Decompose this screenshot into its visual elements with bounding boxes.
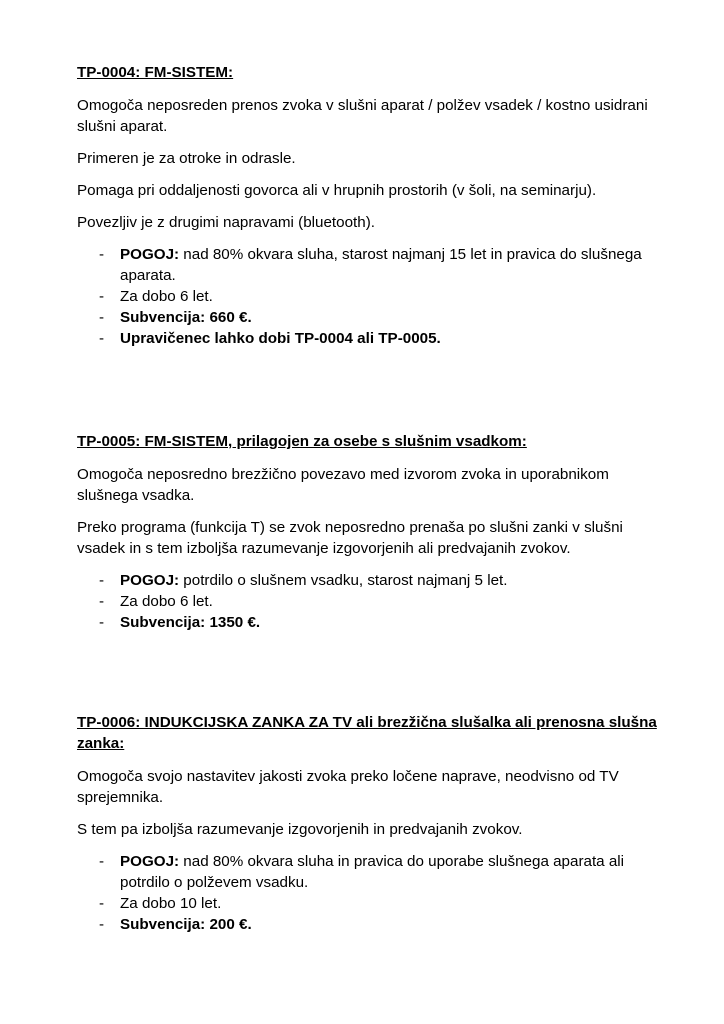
list-item-text: Za dobo 10 let. <box>120 895 222 912</box>
conditions-list <box>77 851 667 935</box>
list-item: - Za dobo 6 let. <box>99 593 213 610</box>
list-item-bold: POGOJ: <box>120 853 180 870</box>
paragraph: Pomaga pri oddaljenosti govorca ali v hrupnih prostorih (v šoli, na seminarju). <box>77 182 597 199</box>
list-item-bold: Subvencija: 1350 €. <box>120 614 261 631</box>
list-item: - POGOJ: nad 80% okvara sluha in pravica do uporabe slušnega aparata ali potrdilo o polževem vsadku. <box>99 853 625 891</box>
list-item-text: nad 80% okvara sluha in pravica do uporabe slušnega aparata ali potrdilo o polževem vsadku. <box>120 853 625 891</box>
list-item-bold: Subvencija: 660 €. <box>120 309 252 326</box>
list-item-text: nad 80% okvara sluha, starost najmanj 15 let in pravica do slušnega aparata. <box>120 246 642 284</box>
section-heading: TP-0006: INDUKCIJSKA ZANKA ZA TV ali brezžična slušalka ali prenosna slušna zanka: <box>77 714 657 752</box>
paragraph: Omogoča neposredno brezžično povezavo med izvorom zvoka in uporabnikom slušnega vsadka. <box>77 466 609 504</box>
list-item: - POGOJ: nad 80% okvara sluha, starost najmanj 15 let in pravica do slušnega aparata. <box>99 246 642 284</box>
list-item-text: potrdilo o slušnem vsadku, starost najmanj 5 let. <box>179 572 508 589</box>
paragraph: Omogoča neposreden prenos zvoka v slušni aparat / polžev vsadek / kostno usidrani slušni aparat. <box>77 97 648 135</box>
document-page <box>77 0 667 1024</box>
paragraph: Preko programa (funkcija T) se zvok neposredno prenaša po slušni zanki v slušni vsadek in s tem izboljša razumevanje izgovorjenih ali predvajanih zvokov. <box>77 519 623 557</box>
conditions-list <box>77 570 667 633</box>
list-item: - Za dobo 6 let. <box>99 288 213 305</box>
section-heading: TP-0005: FM-SISTEM, prilagojen za osebe s slušnim vsadkom: <box>77 433 527 450</box>
section-tp-0006 <box>77 712 667 935</box>
paragraph: Primeren je za otroke in odrasle. <box>77 150 296 167</box>
paragraph: Povezljiv je z drugimi napravami (bluetooth). <box>77 214 375 231</box>
list-item: - Za dobo 10 let. <box>99 895 222 912</box>
section-tp-0005 <box>77 431 667 633</box>
list-item-bold: Subvencija: 200 €. <box>120 916 252 933</box>
section-tp-0004 <box>77 62 667 349</box>
list-item-text: Za dobo 6 let. <box>120 593 213 610</box>
list-item-bold: POGOJ: <box>120 246 180 263</box>
list-item: - Subvencija: 200 €. <box>99 916 252 933</box>
conditions-list <box>77 244 667 349</box>
list-item: - Subvencija: 1350 €. <box>99 614 261 631</box>
paragraph: Omogoča svojo nastavitev jakosti zvoka preko ločene naprave, neodvisno od TV sprejemnika. <box>77 768 619 806</box>
section-heading: TP-0004: FM-SISTEM: <box>77 64 234 81</box>
list-item-bold: Upravičenec lahko dobi TP-0004 ali TP-0005. <box>120 330 441 347</box>
list-item: - Subvencija: 660 €. <box>99 309 252 326</box>
list-item: - Upravičenec lahko dobi TP-0004 ali TP-0005. <box>99 330 441 347</box>
list-item: - POGOJ: potrdilo o slušnem vsadku, starost najmanj 5 let. <box>99 572 508 589</box>
paragraph: S tem pa izboljša razumevanje izgovorjenih in predvajanih zvokov. <box>77 821 523 838</box>
list-item-text: Za dobo 6 let. <box>120 288 213 305</box>
list-item-bold: POGOJ: <box>120 572 180 589</box>
